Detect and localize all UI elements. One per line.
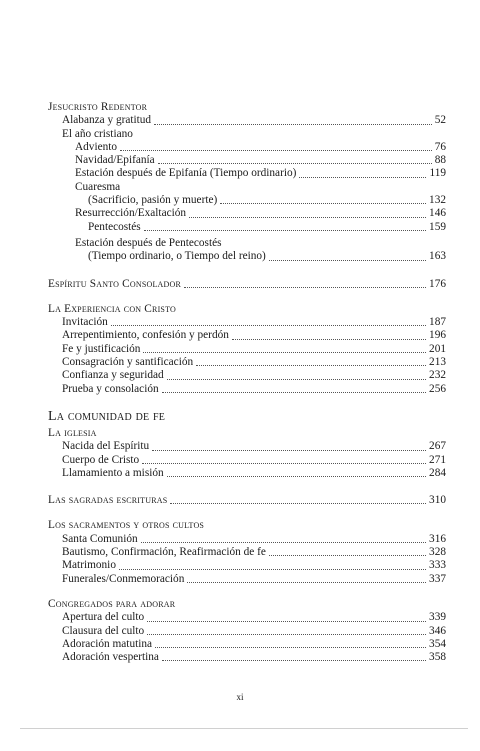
dot-leader [147, 621, 426, 622]
entry-label: Santa Comunión [62, 532, 138, 545]
entry-label: Arrepentimiento, confesión y perdón [62, 329, 229, 342]
entry-label: Funerales/Conmemoración [62, 572, 185, 585]
entry-page: 310 [429, 494, 446, 507]
toc-entry-espiritu[interactable] [48, 278, 446, 291]
subsection-heading-ano: El año cristiano [62, 127, 133, 140]
entry-label: Prueba y consolación [62, 382, 159, 395]
dot-leader [152, 450, 426, 451]
entry-page: 358 [429, 651, 446, 664]
toc-entry[interactable] [48, 467, 446, 480]
toc-entry[interactable] [48, 316, 446, 329]
toc-entry[interactable] [48, 356, 446, 369]
section-heading-congregados: Congregados para adorar [48, 597, 176, 610]
toc-entry[interactable] [48, 546, 446, 559]
dot-leader [142, 463, 426, 464]
part-heading-comunidad: La comunidad de fe [48, 408, 166, 424]
entry-label: Estación después de Epifanía (Tiempo ordinario) [75, 167, 297, 180]
dot-leader [170, 503, 426, 504]
section-heading-jesucristo: Jesucristo Redentor [48, 101, 148, 113]
dot-leader [147, 634, 426, 635]
dot-leader [167, 476, 426, 477]
toc-entry[interactable] [48, 440, 446, 453]
dot-leader [232, 339, 426, 340]
toc-entry[interactable] [48, 533, 446, 546]
dot-leader [184, 287, 426, 288]
entry-label: (Tiempo ordinario, o Tiempo del reino) [88, 250, 266, 263]
entry-label: Consagración y santificación [62, 356, 194, 369]
entry-page: 213 [429, 356, 446, 369]
toc-entry-escrituras[interactable] [48, 494, 446, 507]
entry-page: 201 [429, 342, 446, 355]
dot-leader [269, 260, 426, 261]
toc-entry[interactable] [48, 573, 446, 586]
entry-label: Adoración vespertina [62, 651, 159, 664]
toc-entry[interactable] [48, 207, 446, 220]
entry-page: 163 [429, 250, 446, 263]
entry-label: Clausura del culto [62, 624, 145, 637]
table-of-contents [48, 101, 446, 664]
toc-entry[interactable] [48, 221, 446, 234]
dot-leader [220, 203, 426, 204]
toc-entry[interactable] [48, 141, 446, 154]
entry-page: 316 [429, 532, 446, 545]
toc-entry[interactable] [48, 154, 446, 167]
toc-entry[interactable] [48, 194, 446, 207]
entry-label: Confianza y seguridad [62, 369, 164, 382]
entry-page: 333 [429, 559, 446, 572]
dot-leader [111, 325, 426, 326]
entry-page: 88 [434, 154, 446, 167]
entry-label: Bautismo, Confirmación, Reafirmación de fe [62, 546, 266, 559]
toc-entry[interactable] [48, 611, 446, 624]
dot-leader [143, 352, 426, 353]
entry-page: 146 [429, 207, 446, 220]
entry-page: 232 [429, 369, 446, 382]
entry-page: 176 [429, 277, 446, 290]
entry-label: Navidad/Epifanía [75, 154, 155, 167]
entry-page: 339 [429, 611, 446, 624]
entry-label-cuaresma: Cuaresma [75, 180, 121, 193]
dot-leader [119, 569, 426, 570]
toc-entry[interactable] [48, 250, 446, 263]
entry-page: 328 [429, 546, 446, 559]
entry-page: 256 [429, 382, 446, 395]
section-heading-escrituras: Las sagradas escrituras [48, 494, 168, 507]
dot-leader [187, 582, 426, 583]
entry-label: Adviento [75, 140, 118, 153]
entry-page: 354 [429, 637, 446, 650]
toc-entry[interactable] [48, 559, 446, 572]
toc-entry[interactable] [48, 167, 446, 180]
toc-entry[interactable] [48, 329, 446, 342]
entry-label: Matrimonio [62, 559, 116, 572]
entry-label-despues-pentecostes: Estación después de Pentecostés [75, 236, 222, 249]
section-heading-iglesia: La iglesia [48, 426, 97, 439]
dot-leader [162, 392, 426, 393]
entry-page: 132 [429, 194, 446, 207]
entry-label: Invitación [62, 316, 108, 329]
entry-label: Llamamiento a misión [62, 466, 164, 479]
section-heading-espiritu: Espíritu Santo Consolador [48, 277, 182, 290]
dot-leader [155, 647, 426, 648]
entry-page: 52 [434, 114, 446, 127]
dot-leader [196, 365, 426, 366]
entry-page: 337 [429, 572, 446, 585]
dot-leader [162, 660, 426, 661]
dot-leader [144, 230, 426, 231]
entry-page: 159 [429, 220, 446, 233]
entry-label: Pentecostés [88, 220, 141, 233]
entry-label: Fe y justificación [62, 342, 141, 355]
dot-leader [189, 217, 426, 218]
toc-entry[interactable] [48, 454, 446, 467]
toc-entry[interactable] [48, 383, 446, 396]
dot-leader [158, 163, 432, 164]
section-heading-sacramentos: Los sacramentos y otros cultos [48, 519, 205, 532]
entry-page: 346 [429, 624, 446, 637]
dot-leader [120, 150, 432, 151]
dot-leader [141, 542, 426, 543]
entry-label: Resurrección/Exaltación [75, 207, 187, 220]
toc-entry[interactable] [48, 625, 446, 638]
toc-entry[interactable] [48, 651, 446, 664]
entry-label: Adoración matutina [62, 637, 153, 650]
entry-page: 284 [429, 466, 446, 479]
page-number: xi [236, 692, 244, 702]
dot-leader [269, 555, 426, 556]
toc-entry[interactable] [48, 638, 446, 651]
entry-label: Apertura del culto [62, 611, 145, 624]
entry-label: (Sacrificio, pasión y muerte) [88, 194, 218, 207]
entry-page: 119 [429, 167, 446, 180]
entry-page: 76 [434, 140, 446, 153]
toc-entry[interactable] [48, 369, 446, 382]
entry-label: Cuerpo de Cristo [62, 453, 140, 466]
toc-entry[interactable] [48, 114, 446, 127]
entry-label: Nacida del Espíritu [62, 440, 150, 453]
page-edge-line [20, 728, 468, 729]
section-heading-experiencia: La Experiencia con Cristo [48, 302, 177, 315]
entry-page: 187 [429, 316, 446, 329]
entry-page: 196 [429, 329, 446, 342]
dot-leader [299, 177, 426, 178]
entry-page: 267 [429, 440, 446, 453]
entry-label: Alabanza y gratitud [62, 114, 152, 127]
toc-entry[interactable] [48, 343, 446, 356]
dot-leader [154, 124, 432, 125]
entry-page: 271 [429, 453, 446, 466]
dot-leader [167, 379, 426, 380]
